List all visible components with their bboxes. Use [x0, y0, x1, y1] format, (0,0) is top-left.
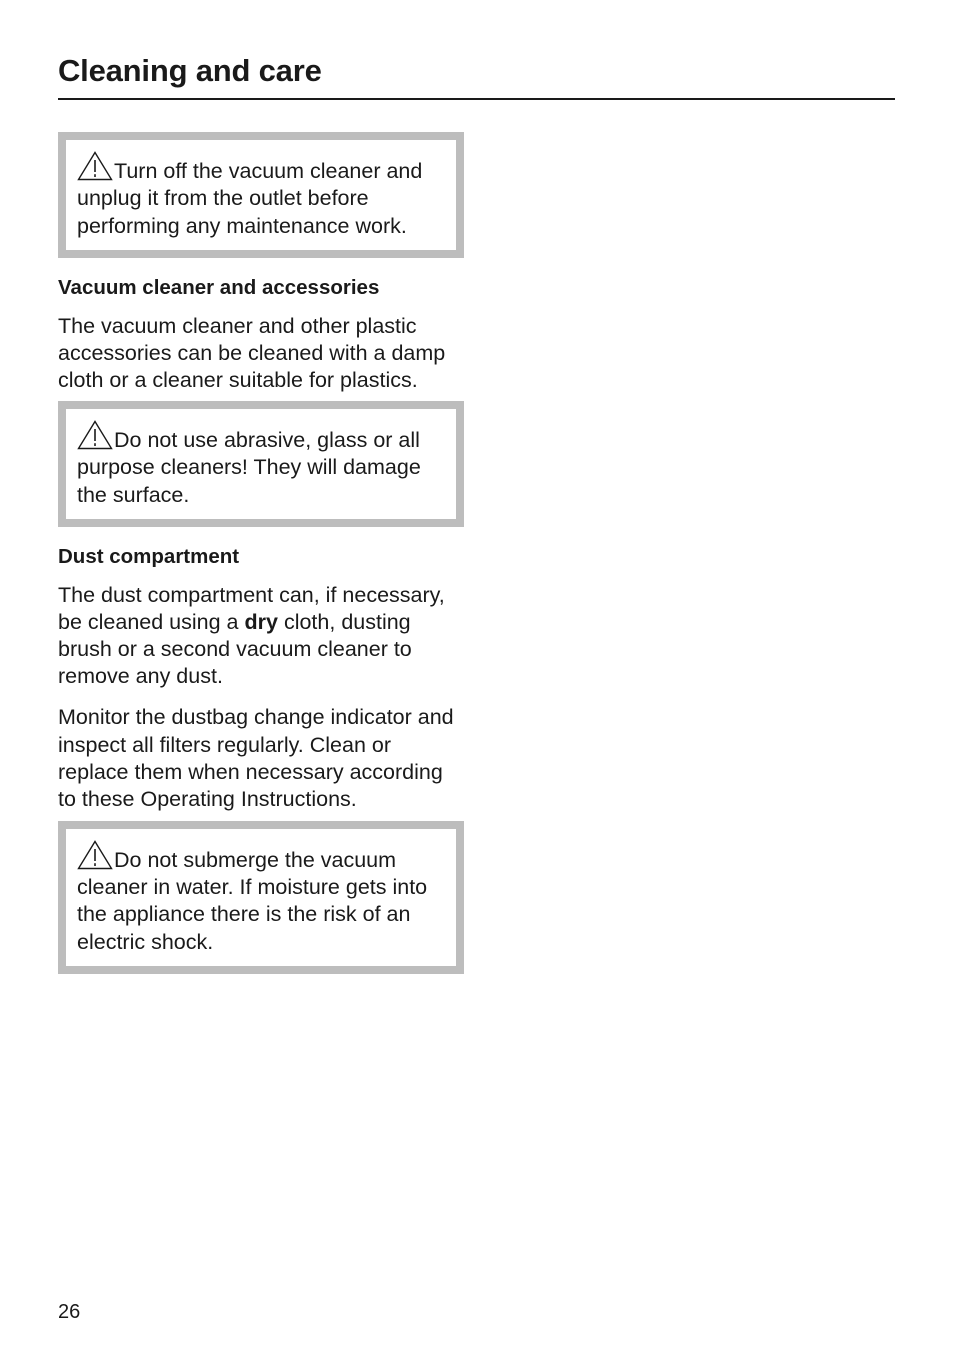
- page-title: Cleaning and care: [58, 53, 322, 88]
- dust-text-before: The dust compartment can, if necessary, be cleaned using a: [58, 583, 445, 635]
- warning-triangle-icon: [77, 840, 113, 870]
- paragraph-dust-cleaning: [58, 582, 464, 690]
- warning-text-abrasive: Do not use abrasive, glass or all purpose cleaners! They will damage the surface.: [77, 428, 421, 507]
- paragraph-vacuum-cleaning: The vacuum cleaner and other plastic accessories can be cleaned with a damp cloth or a cleaner suitable for plastics.: [58, 313, 446, 393]
- warning-text-submerge: Do not submerge the vacuum cleaner in water. If moisture gets into the appliance there is the risk of an electric shock.: [77, 847, 428, 954]
- warning-box-unplug: [58, 132, 464, 258]
- warning-text-unplug: Turn off the vacuum cleaner and unplug it from the outlet before performing any maintenance work.: [77, 159, 423, 238]
- warning-box-submerge: [58, 821, 464, 974]
- dust-text-bold: dry: [244, 610, 278, 635]
- page-number: 26: [58, 1301, 81, 1323]
- warning-box-abrasive: [58, 401, 464, 527]
- title-rule: [58, 98, 895, 100]
- paragraph-monitor-filters: Monitor the dustbag change indicator and inspect all filters regularly. Clean or replace them when necessary according to these Operating Instructions.: [58, 705, 454, 811]
- heading-vacuum-accessories: Vacuum cleaner and accessories: [58, 275, 380, 299]
- dust-text-after: cloth, dusting brush or a second vacuum cleaner to remove any dust.: [58, 610, 412, 689]
- content-column: [58, 132, 464, 974]
- warning-triangle-icon: [77, 420, 113, 450]
- warning-triangle-icon: [77, 151, 113, 181]
- heading-dust-compartment: Dust compartment: [58, 545, 240, 569]
